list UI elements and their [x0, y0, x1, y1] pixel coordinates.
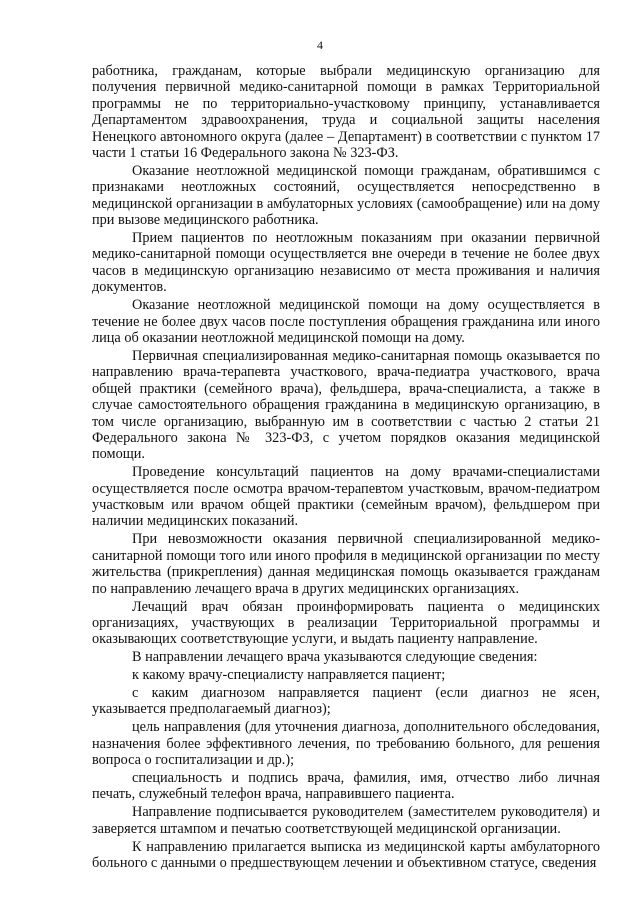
paragraph: Оказание неотложной медицинской помощи на дому осуществляется в течение не более двух часов после поступления обращения гражданина или иного лица об оказании неотложной медицинской помощи на дому. — [92, 297, 600, 346]
paragraph: Направление подписывается руководителем (заместителем руководителя) и заверяется штампом и печатью соответствующей медицинской организации. — [92, 804, 600, 837]
paragraph: работника, гражданам, которые выбрали медицинскую организацию для получения первичной медико-санитарной помощи в рамках Территориальной программы не по территориально-участковому принципу, устанавливается Департаментом здравоохранения, труда и социальной защиты населения Ненецкого автономного округа (далее – Департамент) в соответствии с пунктом 17 части 1 статьи 16 Федерального закона № 323-ФЗ. — [92, 63, 600, 162]
paragraph: Проведение консультаций пациентов на дому врачами-специалистами осуществляется после осмотра врачом-терапевтом участковым, врачом-педиатром участковым или врачом общей практики (семейным врачом), фельдшером при наличии медицинских показаний. — [92, 464, 600, 530]
paragraph: При невозможности оказания первичной специализированной медико-санитарной помощи того или иного профиля в медицинской организации по месту жительства (прикрепления) данная медицинская помощь оказывается гражданам по направлению лечащего врача в других медицинских организациях. — [92, 531, 600, 597]
document-body — [92, 63, 600, 873]
paragraph: К направлению прилагается выписка из медицинской карты амбулаторного больного с данными о предшествующем лечении и объективном статусе, сведения — [92, 838, 600, 872]
paragraph: Лечащий врач обязан проинформировать пациента о медицинских организациях, участвующих в реализации Территориальной программы и оказывающих соответствующие услуги, и выдать пациенту направление. — [92, 598, 600, 648]
paragraph: Оказание неотложной медицинской помощи гражданам, обратившимся с признаками неотложных состояний, осуществляется непосредственно в медицинской организации в амбулаторных условиях (самообращение) или на дому при вызове медицинского работника. — [92, 162, 600, 229]
paragraph: к какому врачу-специалисту направляется пациент; — [132, 667, 446, 684]
page-number: 4 — [317, 38, 323, 52]
paragraph: цель направления (для уточнения диагноза, дополнительного обследования, назначения более эффективного лечения, по требованию больного, для решения вопроса о госпитализации и др.); — [92, 719, 600, 769]
paragraph: Прием пациентов по неотложным показаниям при оказании первичной медико-санитарной помощи осуществляется вне очереди в течение не более двух часов в медицинскую организацию независимо от места проживания и наличия документов. — [92, 230, 600, 296]
paragraph: Первичная специализированная медико-санитарная помощь оказывается по направлению врача-терапевта участкового, врача-педиатра участкового, врача общей практики (семейного врача), фельдшера, врача-специалиста, а также в случае самостоятельного обращения гражданина в медицинскую организацию, в том числе организацию, выбранную им в соответствии с частью 2 статьи 21 Федерального закона № 323-ФЗ, с учетом порядков оказания медицинской помощи. — [92, 347, 600, 463]
paragraph: специальность и подпись врача, фамилия, имя, отчество либо личная печать, служебный телефон врача, направившего пациента. — [92, 770, 600, 803]
paragraph: В направлении лечащего врача указываются следующие сведения: — [132, 649, 538, 666]
paragraph: с каким диагнозом направляется пациент (если диагноз не ясен, указывается предполагаемый диагноз); — [92, 685, 600, 718]
